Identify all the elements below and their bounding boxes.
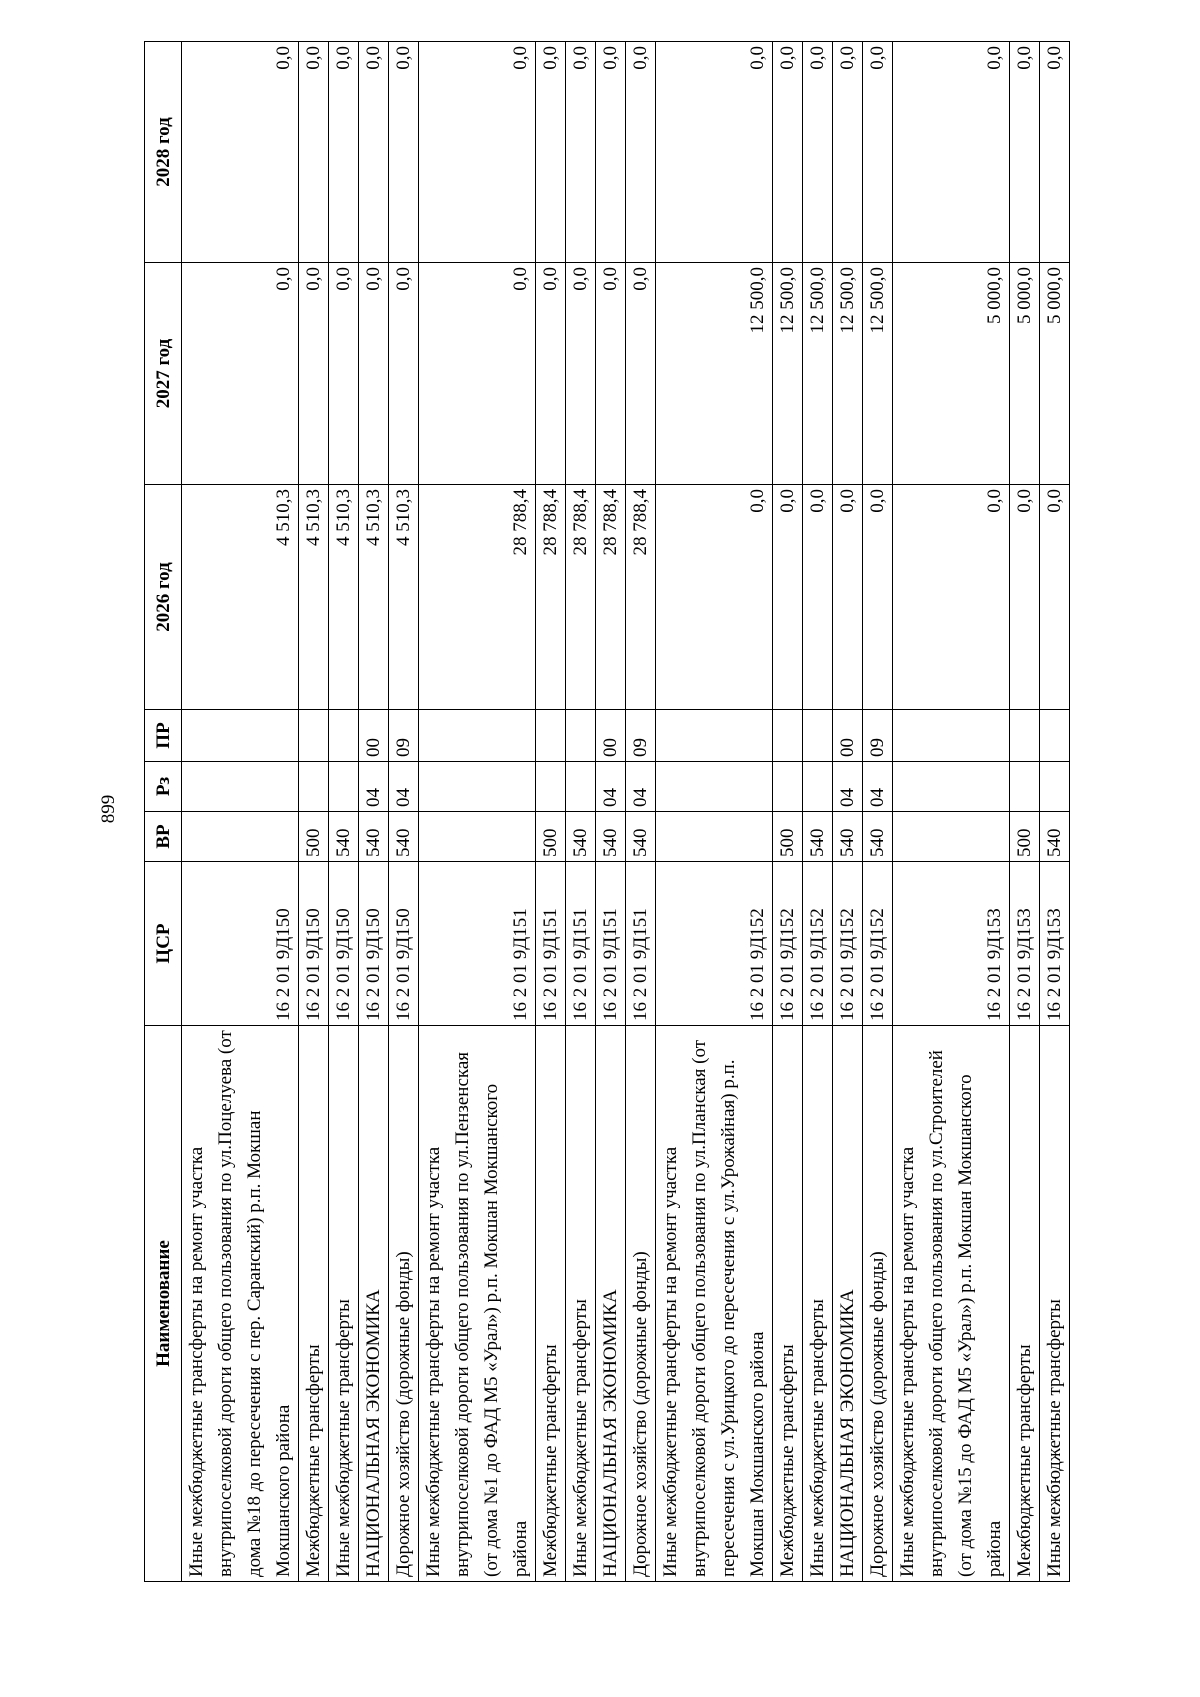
- cell-2027: 5 000,0: [893, 263, 1010, 485]
- cell-vr: [419, 812, 536, 862]
- cell-csr: 16 2 01 9Д150: [299, 862, 329, 1026]
- cell-pr: [1040, 710, 1070, 762]
- cell-2027: 12 500,0: [833, 263, 863, 485]
- cell-2026: 28 788,4: [536, 485, 566, 710]
- cell-vr: [656, 812, 773, 862]
- cell-name: Иные межбюджетные трансферты: [1040, 1026, 1070, 1582]
- header-2028: 2028 год: [145, 42, 182, 263]
- cell-2028: 0,0: [1040, 42, 1070, 263]
- table-row: [893, 42, 1010, 1582]
- cell-2027: 0,0: [536, 263, 566, 485]
- cell-pr: [419, 710, 536, 762]
- cell-2027: 0,0: [182, 263, 299, 485]
- cell-pr: [536, 710, 566, 762]
- cell-name: НАЦИОНАЛЬНАЯ ЭКОНОМИКА: [596, 1026, 626, 1582]
- table-row: [299, 42, 329, 1582]
- cell-csr: 16 2 01 9Д153: [893, 862, 1010, 1026]
- cell-rz: [773, 762, 803, 812]
- table-row: [626, 42, 656, 1582]
- cell-vr: [182, 812, 299, 862]
- cell-csr: 16 2 01 9Д153: [1040, 862, 1070, 1026]
- cell-rz: [656, 762, 773, 812]
- cell-2027: 0,0: [596, 263, 626, 485]
- cell-name: Иные межбюджетные трансферты: [803, 1026, 833, 1582]
- cell-rz: 04: [626, 762, 656, 812]
- cell-vr: 540: [389, 812, 419, 862]
- cell-name: Иные межбюджетные трансферты на ремонт участка внутрипоселковой дороги общего пользования по ул.Пензенская (от дома №1 до ФАД М5 «Урал») р.п. Мокшан Мокшанского района: [419, 1026, 536, 1582]
- cell-vr: 500: [773, 812, 803, 862]
- cell-2028: 0,0: [596, 42, 626, 263]
- cell-2028: 0,0: [626, 42, 656, 263]
- cell-pr: [656, 710, 773, 762]
- cell-pr: 09: [626, 710, 656, 762]
- table-row: [773, 42, 803, 1582]
- cell-vr: 540: [626, 812, 656, 862]
- cell-2027: 12 500,0: [656, 263, 773, 485]
- cell-rz: [419, 762, 536, 812]
- table-row: [1040, 42, 1070, 1582]
- cell-name: Дорожное хозяйство (дорожные фонды): [863, 1026, 893, 1582]
- cell-csr: 16 2 01 9Д152: [833, 862, 863, 1026]
- table-row: [803, 42, 833, 1582]
- cell-2027: 5 000,0: [1040, 263, 1070, 485]
- cell-2026: 0,0: [893, 485, 1010, 710]
- cell-rz: [566, 762, 596, 812]
- cell-vr: 540: [329, 812, 359, 862]
- cell-csr: 16 2 01 9Д153: [1010, 862, 1040, 1026]
- table-row: [656, 42, 773, 1582]
- table-header: [145, 42, 182, 1582]
- cell-pr: [773, 710, 803, 762]
- cell-csr: 16 2 01 9Д152: [656, 862, 773, 1026]
- cell-rz: 04: [389, 762, 419, 812]
- cell-vr: 500: [1010, 812, 1040, 862]
- table-row: [389, 42, 419, 1582]
- cell-csr: 16 2 01 9Д151: [626, 862, 656, 1026]
- cell-name: Дорожное хозяйство (дорожные фонды): [626, 1026, 656, 1582]
- cell-csr: 16 2 01 9Д150: [182, 862, 299, 1026]
- page-number: 899: [98, 794, 119, 824]
- cell-pr: 00: [359, 710, 389, 762]
- table-row: [419, 42, 536, 1582]
- cell-vr: 500: [536, 812, 566, 862]
- cell-vr: 540: [1040, 812, 1070, 862]
- cell-2026: 28 788,4: [626, 485, 656, 710]
- cell-rz: [182, 762, 299, 812]
- cell-vr: 540: [596, 812, 626, 862]
- table-row: [863, 42, 893, 1582]
- cell-name: Иные межбюджетные трансферты на ремонт участка внутрипоселковой дороги общего пользования по ул.Строителей (от дома №15 до ФАД М5 «Урал») р.п. Мокшан Мокшанского района: [893, 1026, 1010, 1582]
- cell-pr: 00: [596, 710, 626, 762]
- cell-2026: 28 788,4: [419, 485, 536, 710]
- cell-2028: 0,0: [833, 42, 863, 263]
- cell-2028: 0,0: [773, 42, 803, 263]
- cell-pr: [329, 710, 359, 762]
- cell-2026: 4 510,3: [182, 485, 299, 710]
- cell-2028: 0,0: [863, 42, 893, 263]
- header-2026: 2026 год: [145, 485, 182, 710]
- cell-2028: 0,0: [299, 42, 329, 263]
- cell-rz: [893, 762, 1010, 812]
- cell-csr: 16 2 01 9Д151: [596, 862, 626, 1026]
- header-name: Наименование: [145, 1026, 182, 1582]
- cell-pr: 00: [833, 710, 863, 762]
- header-vr: ВР: [145, 812, 182, 862]
- cell-name: Иные межбюджетные трансферты на ремонт участка внутрипоселковой дороги общего пользования по ул.Поцелуева (от дома №18 до пересечения с пер. Саранский) р.п. Мокшан Мокшанского района: [182, 1026, 299, 1582]
- cell-rz: [329, 762, 359, 812]
- cell-2028: 0,0: [566, 42, 596, 263]
- cell-pr: 09: [389, 710, 419, 762]
- cell-rz: [299, 762, 329, 812]
- table-row: [359, 42, 389, 1582]
- table-row: [536, 42, 566, 1582]
- cell-csr: 16 2 01 9Д151: [419, 862, 536, 1026]
- cell-rz: [536, 762, 566, 812]
- cell-csr: 16 2 01 9Д151: [536, 862, 566, 1026]
- cell-2028: 0,0: [419, 42, 536, 263]
- cell-name: Иные межбюджетные трансферты: [566, 1026, 596, 1582]
- header-rz: Рз: [145, 762, 182, 812]
- cell-pr: [893, 710, 1010, 762]
- cell-pr: [299, 710, 329, 762]
- cell-2027: 0,0: [329, 263, 359, 485]
- cell-name: Иные межбюджетные трансферты на ремонт участка внутрипоселковой дороги общего пользования по ул.Планская (от пересечения с ул.Урицкого до пересечения с ул.Урожайная) р.п. Мокшан Мокшанского района: [656, 1026, 773, 1582]
- cell-vr: 540: [359, 812, 389, 862]
- table-row: [329, 42, 359, 1582]
- budget-table: [144, 41, 1070, 1582]
- cell-pr: [182, 710, 299, 762]
- cell-2026: 28 788,4: [596, 485, 626, 710]
- cell-2028: 0,0: [359, 42, 389, 263]
- cell-2026: 0,0: [1010, 485, 1040, 710]
- cell-2026: 0,0: [863, 485, 893, 710]
- header-row: [145, 42, 182, 1582]
- cell-pr: [566, 710, 596, 762]
- cell-rz: 04: [833, 762, 863, 812]
- cell-2028: 0,0: [893, 42, 1010, 263]
- table-row: [1010, 42, 1040, 1582]
- cell-vr: [893, 812, 1010, 862]
- cell-2028: 0,0: [182, 42, 299, 263]
- cell-2028: 0,0: [389, 42, 419, 263]
- cell-2027: 12 500,0: [863, 263, 893, 485]
- cell-name: Межбюджетные трансферты: [299, 1026, 329, 1582]
- cell-2026: 0,0: [656, 485, 773, 710]
- header-2027: 2027 год: [145, 263, 182, 485]
- cell-vr: 540: [833, 812, 863, 862]
- cell-2027: 0,0: [359, 263, 389, 485]
- cell-vr: 540: [803, 812, 833, 862]
- cell-2027: 0,0: [566, 263, 596, 485]
- cell-2026: 28 788,4: [566, 485, 596, 710]
- cell-2026: 4 510,3: [389, 485, 419, 710]
- cell-2027: 5 000,0: [1010, 263, 1040, 485]
- cell-csr: 16 2 01 9Д150: [329, 862, 359, 1026]
- cell-name: НАЦИОНАЛЬНАЯ ЭКОНОМИКА: [359, 1026, 389, 1582]
- cell-2028: 0,0: [803, 42, 833, 263]
- table-body: [182, 42, 1070, 1582]
- cell-2027: 12 500,0: [803, 263, 833, 485]
- cell-2027: 12 500,0: [773, 263, 803, 485]
- cell-2026: 4 510,3: [299, 485, 329, 710]
- cell-csr: 16 2 01 9Д152: [803, 862, 833, 1026]
- cell-2026: 4 510,3: [329, 485, 359, 710]
- cell-vr: 540: [566, 812, 596, 862]
- cell-pr: 09: [863, 710, 893, 762]
- header-csr: ЦСР: [145, 862, 182, 1026]
- cell-pr: [1010, 710, 1040, 762]
- cell-vr: 540: [863, 812, 893, 862]
- table-row: [566, 42, 596, 1582]
- cell-csr: 16 2 01 9Д151: [566, 862, 596, 1026]
- cell-2026: 0,0: [803, 485, 833, 710]
- cell-rz: [1010, 762, 1040, 812]
- cell-csr: 16 2 01 9Д152: [773, 862, 803, 1026]
- cell-2026: 0,0: [773, 485, 803, 710]
- table-row: [596, 42, 626, 1582]
- cell-name: Межбюджетные трансферты: [536, 1026, 566, 1582]
- header-pr: ПР: [145, 710, 182, 762]
- cell-rz: [803, 762, 833, 812]
- cell-pr: [803, 710, 833, 762]
- table-row: [182, 42, 299, 1582]
- cell-csr: 16 2 01 9Д150: [359, 862, 389, 1026]
- cell-2028: 0,0: [329, 42, 359, 263]
- cell-2026: 0,0: [833, 485, 863, 710]
- cell-2027: 0,0: [419, 263, 536, 485]
- cell-2028: 0,0: [536, 42, 566, 263]
- cell-name: Дорожное хозяйство (дорожные фонды): [389, 1026, 419, 1582]
- cell-name: Межбюджетные трансферты: [1010, 1026, 1040, 1582]
- cell-2027: 0,0: [299, 263, 329, 485]
- cell-rz: [1040, 762, 1070, 812]
- cell-rz: 04: [863, 762, 893, 812]
- cell-name: Межбюджетные трансферты: [773, 1026, 803, 1582]
- cell-csr: 16 2 01 9Д152: [863, 862, 893, 1026]
- cell-csr: 16 2 01 9Д150: [389, 862, 419, 1026]
- cell-2027: 0,0: [626, 263, 656, 485]
- cell-name: НАЦИОНАЛЬНАЯ ЭКОНОМИКА: [833, 1026, 863, 1582]
- cell-2026: 4 510,3: [359, 485, 389, 710]
- cell-2028: 0,0: [656, 42, 773, 263]
- cell-2026: 0,0: [1040, 485, 1070, 710]
- cell-name: Иные межбюджетные трансферты: [329, 1026, 359, 1582]
- cell-rz: 04: [359, 762, 389, 812]
- cell-2027: 0,0: [389, 263, 419, 485]
- cell-rz: 04: [596, 762, 626, 812]
- cell-2028: 0,0: [1010, 42, 1040, 263]
- table-row: [833, 42, 863, 1582]
- rotated-table-container: [144, 42, 1064, 1582]
- cell-vr: 500: [299, 812, 329, 862]
